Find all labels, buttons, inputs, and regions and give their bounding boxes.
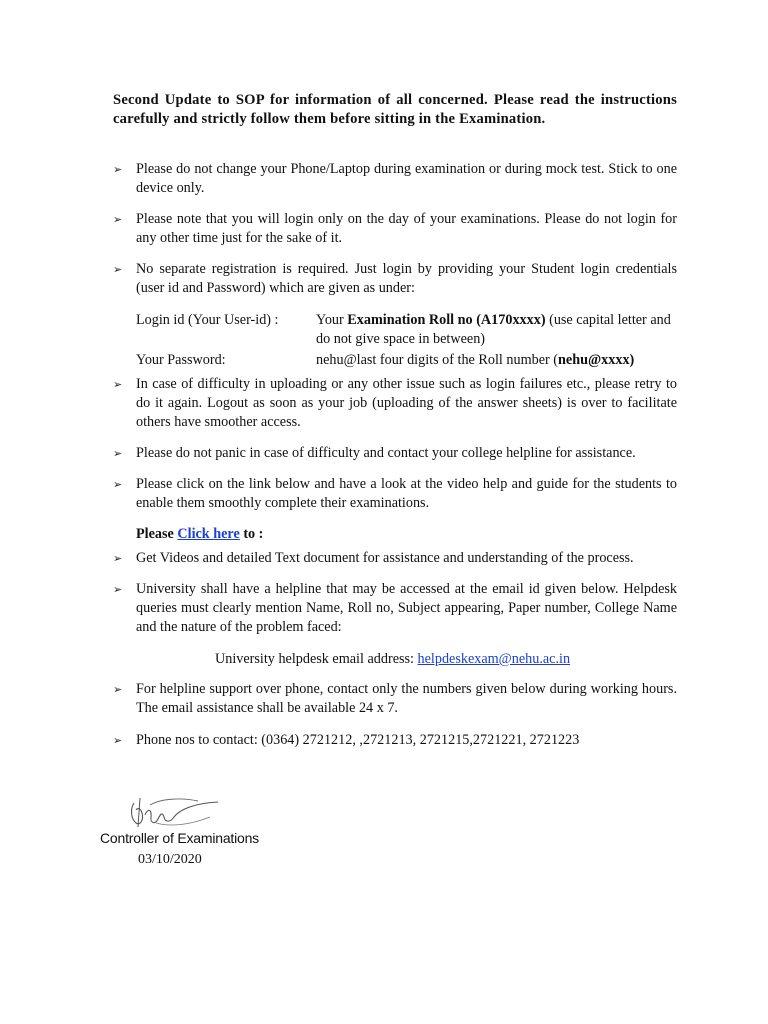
list-item-text: For helpline support over phone, contact only the numbers given below during working hours. The email assistance shall be available 24 x 7. xyxy=(136,681,677,716)
arrow-bullet-icon: ➢ xyxy=(113,734,123,747)
list-item-text: Please do not change your Phone/Laptop during examination or during mock test. Stick to one device only. xyxy=(136,161,677,196)
document-heading: Second Update to SOP for information of all concerned. Please read the instructions carefully and strictly follow them before sitting in the Examination. xyxy=(113,92,677,127)
signature-date: 03/10/2020 xyxy=(138,852,202,867)
login-id-value: Your Examination Roll no (A170xxxx) (use capital letter and do not give space in between) xyxy=(316,312,671,347)
signatory-title: Controller of Examinations xyxy=(100,830,259,846)
list-item-text: No separate registration is required. Just login by providing your Student login credentials (user id and Password) which are given as under: xyxy=(136,261,677,296)
list-item-text: Please do not panic in case of difficulty and contact your college helpline for assistance. xyxy=(136,445,636,461)
list-item xyxy=(113,549,677,568)
arrow-bullet-icon: ➢ xyxy=(113,263,123,276)
arrow-bullet-icon: ➢ xyxy=(113,213,123,226)
login-id-label: Login id (Your User-id) : xyxy=(136,312,279,328)
helpdesk-email-link[interactable]: helpdeskexam@nehu.ac.in xyxy=(417,651,571,667)
list-item-text: University shall have a helpline that may be accessed at the email id given below. Helpdesk queries must clearly mention Name, Roll no, Subject appearing, Paper number, College Name and the nature of the problem faced: xyxy=(136,581,677,635)
list-item-text: Phone nos to contact: (0364) 2721212, ,2721213, 2721215,2721221, 2721223 xyxy=(136,732,580,748)
list-item xyxy=(113,475,677,513)
list-item xyxy=(113,731,677,750)
arrow-bullet-icon: ➢ xyxy=(113,163,123,176)
arrow-bullet-icon: ➢ xyxy=(113,683,123,696)
arrow-bullet-icon: ➢ xyxy=(113,552,123,565)
arrow-bullet-icon: ➢ xyxy=(113,447,123,460)
arrow-bullet-icon: ➢ xyxy=(113,378,123,391)
list-item xyxy=(113,160,677,198)
list-item xyxy=(113,375,677,432)
arrow-bullet-icon: ➢ xyxy=(113,583,123,596)
list-item xyxy=(113,580,677,637)
helpdesk-email-line: University helpdesk email address: helpdeskexam@nehu.ac.in xyxy=(215,651,571,667)
password-value: nehu@last four digits of the Roll number (nehu@xxxx) xyxy=(316,352,635,368)
list-item xyxy=(113,210,677,248)
list-item xyxy=(113,680,677,718)
password-label: Your Password: xyxy=(136,352,226,368)
list-item xyxy=(113,444,677,463)
list-item-text: Please click on the link below and have a look at the video help and guide for the students to enable them smoothly complete their examinations. xyxy=(136,476,677,511)
click-here-link[interactable]: Click here xyxy=(177,526,240,542)
list-item xyxy=(113,260,677,298)
list-item-text: Get Videos and detailed Text document for assistance and understanding of the process. xyxy=(136,550,634,566)
arrow-bullet-icon: ➢ xyxy=(113,478,123,491)
list-item-text: In case of difficulty in uploading or any other issue such as login failures etc., please retry to do it again. Logout as soon as your job (uploading of the answer sheets) is over to facilitate others have smoother access. xyxy=(136,376,677,430)
click-here-line: Please Click here to : xyxy=(136,526,264,542)
list-item-text: Please note that you will login only on the day of your examinations. Please do not login for any other time just for the sake of it. xyxy=(136,211,677,246)
